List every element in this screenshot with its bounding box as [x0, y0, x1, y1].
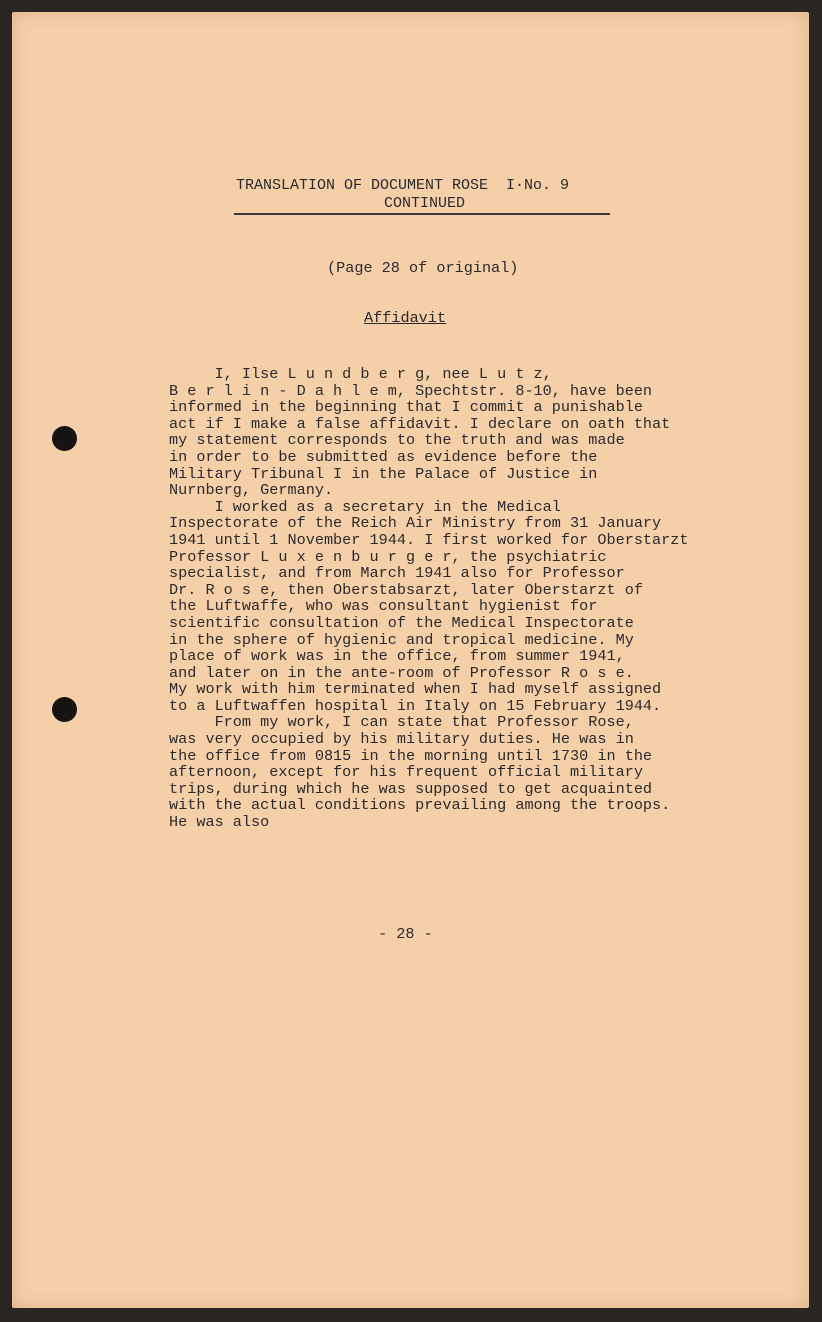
body-line: He was also	[169, 813, 270, 832]
document-title: TRANSLATION OF DOCUMENT ROSE I·No. 9	[236, 177, 570, 194]
body-line: Inspectorate of the Reich Air Ministry from 31 January	[169, 514, 662, 533]
punch-hole-bottom	[52, 697, 77, 722]
body-line: act if I make a false affidavit. I declare on oath that	[169, 414, 671, 433]
affidavit-body	[169, 366, 689, 831]
body-line: I worked as a secretary in the Medical	[169, 497, 561, 516]
page-number: - 28 -	[378, 925, 433, 943]
body-line: B e r l i n - D a h l e m, Spechtstr. 8-10, have been	[169, 381, 653, 400]
body-line: Nurnberg, Germany.	[169, 481, 334, 500]
body-line: to a Luftwaffen hospital in Italy on 15 February 1944.	[169, 696, 662, 715]
punch-hole-top	[52, 426, 77, 451]
body-line: From my work, I can state that Professor Rose,	[169, 713, 634, 732]
body-line: 1941 until 1 November 1944. I first worked for Oberstarzt	[169, 530, 689, 549]
body-line: and later on in the ante-room of Professor R o s e.	[169, 663, 634, 682]
body-line: my statement corresponds to the truth and was made	[169, 431, 625, 450]
body-line: the office from 0815 in the morning until 1730 in the	[169, 746, 653, 765]
body-line: the Luftwaffe, who was consultant hygienist for	[169, 597, 598, 616]
body-line: was very occupied by his military duties. He was in	[169, 730, 634, 749]
body-line: afternoon, except for his frequent official military	[169, 763, 643, 782]
body-line: in the sphere of hygienic and tropical medicine. My	[169, 630, 634, 649]
body-line: trips, during which he was supposed to get acquainted	[169, 779, 653, 798]
body-line: scientific consultation of the Medical Inspectorate	[169, 613, 634, 632]
original-page-reference: (Page 28 of original)	[327, 259, 519, 277]
body-line: with the actual conditions prevailing among the troops.	[169, 796, 671, 815]
body-line: Military Tribunal I in the Palace of Justice in	[169, 464, 598, 483]
body-line: Dr. R o s e, then Oberstabsarzt, later Oberstarzt of	[169, 580, 643, 599]
document-page	[12, 12, 809, 1308]
body-line: informed in the beginning that I commit a punishable	[169, 398, 643, 417]
affidavit-heading: Affidavit	[364, 309, 447, 327]
document-subtitle: CONTINUED	[384, 195, 466, 212]
body-line: in order to be submitted as evidence before the	[169, 447, 598, 466]
body-line: I, Ilse L u n d b e r g, nee L u t z,	[169, 365, 552, 383]
body-line: specialist, and from March 1941 also for Professor	[169, 564, 625, 583]
body-line: Professor L u x e n b u r g e r, the psychiatric	[169, 547, 607, 566]
title-underline	[234, 213, 610, 215]
body-line: My work with him terminated when I had myself assigned	[169, 680, 662, 699]
body-line: place of work was in the office, from summer 1941,	[169, 647, 625, 666]
